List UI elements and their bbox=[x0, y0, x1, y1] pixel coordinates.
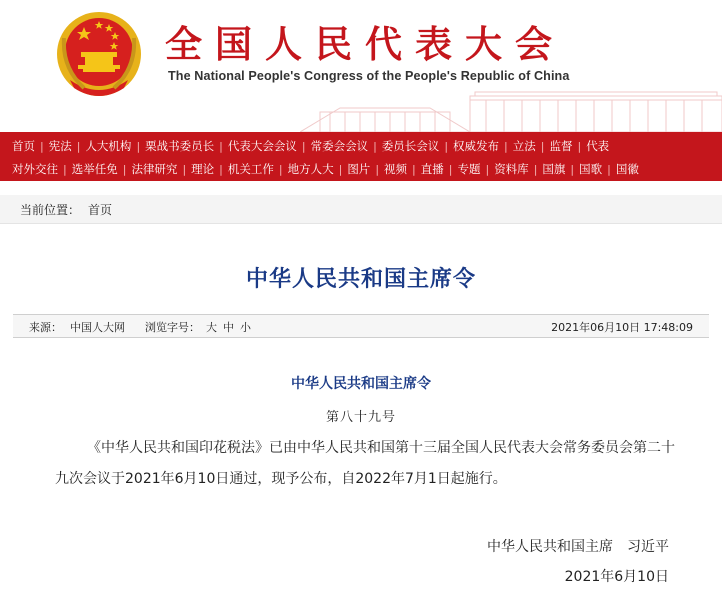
signatory: 中华人民共和国主席 习近平 bbox=[487, 539, 669, 555]
nav-item[interactable]: 选举任免 bbox=[71, 162, 118, 176]
nav-separator: | bbox=[122, 162, 127, 176]
nav-item[interactable]: 国旗 bbox=[542, 162, 566, 176]
nav-separator: | bbox=[375, 162, 380, 176]
nav-item[interactable]: 国徽 bbox=[615, 162, 639, 176]
font-size-large-button[interactable]: 大 bbox=[206, 321, 217, 334]
nav-item[interactable]: 代表大会会议 bbox=[227, 139, 297, 153]
nav-separator: | bbox=[136, 139, 141, 153]
nav-row-1 bbox=[12, 134, 609, 158]
order-number: 第八十九号 bbox=[325, 410, 396, 425]
nav-item[interactable]: 代表 bbox=[586, 139, 610, 153]
nav-separator: | bbox=[219, 162, 223, 176]
nav-separator: | bbox=[373, 139, 377, 153]
nav-row-2 bbox=[12, 157, 639, 181]
nav-separator: | bbox=[485, 162, 490, 176]
breadcrumb-home-link[interactable]: 首页 bbox=[88, 203, 113, 217]
nav-item[interactable]: 监督 bbox=[549, 139, 573, 153]
nav-separator: | bbox=[504, 139, 508, 153]
source-value: 中国人大网 bbox=[70, 321, 125, 334]
nav-separator: | bbox=[338, 162, 343, 176]
nav-item[interactable]: 栗战书委员长 bbox=[145, 139, 215, 153]
nav-separator: | bbox=[540, 139, 545, 153]
main-nav bbox=[0, 132, 722, 181]
nav-separator: | bbox=[76, 139, 81, 153]
site-subtitle: The National People's Congress of the People's Republic of China bbox=[168, 69, 570, 83]
nav-item[interactable]: 对外交往 bbox=[12, 162, 58, 176]
article-meta-bar bbox=[13, 314, 709, 338]
national-emblem-icon[interactable] bbox=[54, 8, 144, 100]
site-title: 全国人民代表大会 bbox=[165, 22, 565, 66]
nav-item[interactable]: 直播 bbox=[420, 162, 444, 176]
breadcrumb-inner bbox=[20, 201, 112, 218]
nav-separator: | bbox=[444, 139, 449, 153]
nav-item[interactable]: 权威发布 bbox=[453, 139, 500, 153]
nav-item[interactable]: 立法 bbox=[512, 139, 536, 153]
meta-left bbox=[29, 319, 251, 335]
breadcrumb-label: 当前位置： bbox=[20, 203, 81, 217]
great-hall-illustration bbox=[300, 78, 722, 132]
nav-item[interactable]: 首页 bbox=[12, 139, 35, 153]
nav-separator: | bbox=[63, 162, 67, 176]
article-title: 中华人民共和国主席令 bbox=[245, 267, 476, 292]
nav-item[interactable]: 地方人大 bbox=[287, 162, 334, 176]
nav-item[interactable]: 专题 bbox=[457, 162, 481, 176]
order-title: 中华人民共和国主席令 bbox=[291, 376, 431, 392]
nav-item[interactable]: 理论 bbox=[191, 162, 215, 176]
order-body: 《中华人民共和国印花税法》已由中华人民共和国第十三届全国人民代表大会常务委员会第二十九次会议于2021年6月10日通过，现予公布，自2022年7月1日起施行。 bbox=[55, 440, 675, 487]
nav-item[interactable]: 视频 bbox=[384, 162, 408, 176]
nav-item[interactable]: 宪法 bbox=[48, 139, 72, 153]
nav-separator: | bbox=[577, 139, 582, 153]
nav-separator: | bbox=[570, 162, 575, 176]
nav-separator: | bbox=[40, 139, 44, 153]
nav-item[interactable]: 资料库 bbox=[494, 162, 529, 176]
source-label: 来源： bbox=[29, 321, 62, 334]
nav-separator: | bbox=[219, 139, 223, 153]
nav-item[interactable]: 委员长会议 bbox=[381, 139, 440, 153]
nav-separator: | bbox=[448, 162, 453, 176]
breadcrumb bbox=[0, 195, 722, 224]
font-size-label: 浏览字号： bbox=[145, 321, 200, 334]
nav-item[interactable]: 人大机构 bbox=[85, 139, 132, 153]
nav-item[interactable]: 机关工作 bbox=[227, 162, 274, 176]
publish-datetime: 2021年06月10日 17:48:09 bbox=[551, 321, 693, 334]
nav-separator: | bbox=[182, 162, 187, 176]
nav-separator: | bbox=[607, 162, 611, 176]
nav-item[interactable]: 国歌 bbox=[579, 162, 603, 176]
nav-item[interactable]: 图片 bbox=[347, 162, 371, 176]
nav-item[interactable]: 法律研究 bbox=[131, 162, 178, 176]
nav-item[interactable]: 常委会会议 bbox=[310, 139, 369, 153]
nav-separator: | bbox=[412, 162, 416, 176]
font-size-small-button[interactable]: 小 bbox=[240, 321, 251, 334]
site-header bbox=[0, 0, 722, 132]
font-size-medium-button[interactable]: 中 bbox=[223, 321, 234, 334]
nav-separator: | bbox=[533, 162, 538, 176]
nav-separator: | bbox=[278, 162, 283, 176]
signing-date: 2021年6月10日 bbox=[564, 569, 669, 585]
nav-separator: | bbox=[301, 139, 306, 153]
